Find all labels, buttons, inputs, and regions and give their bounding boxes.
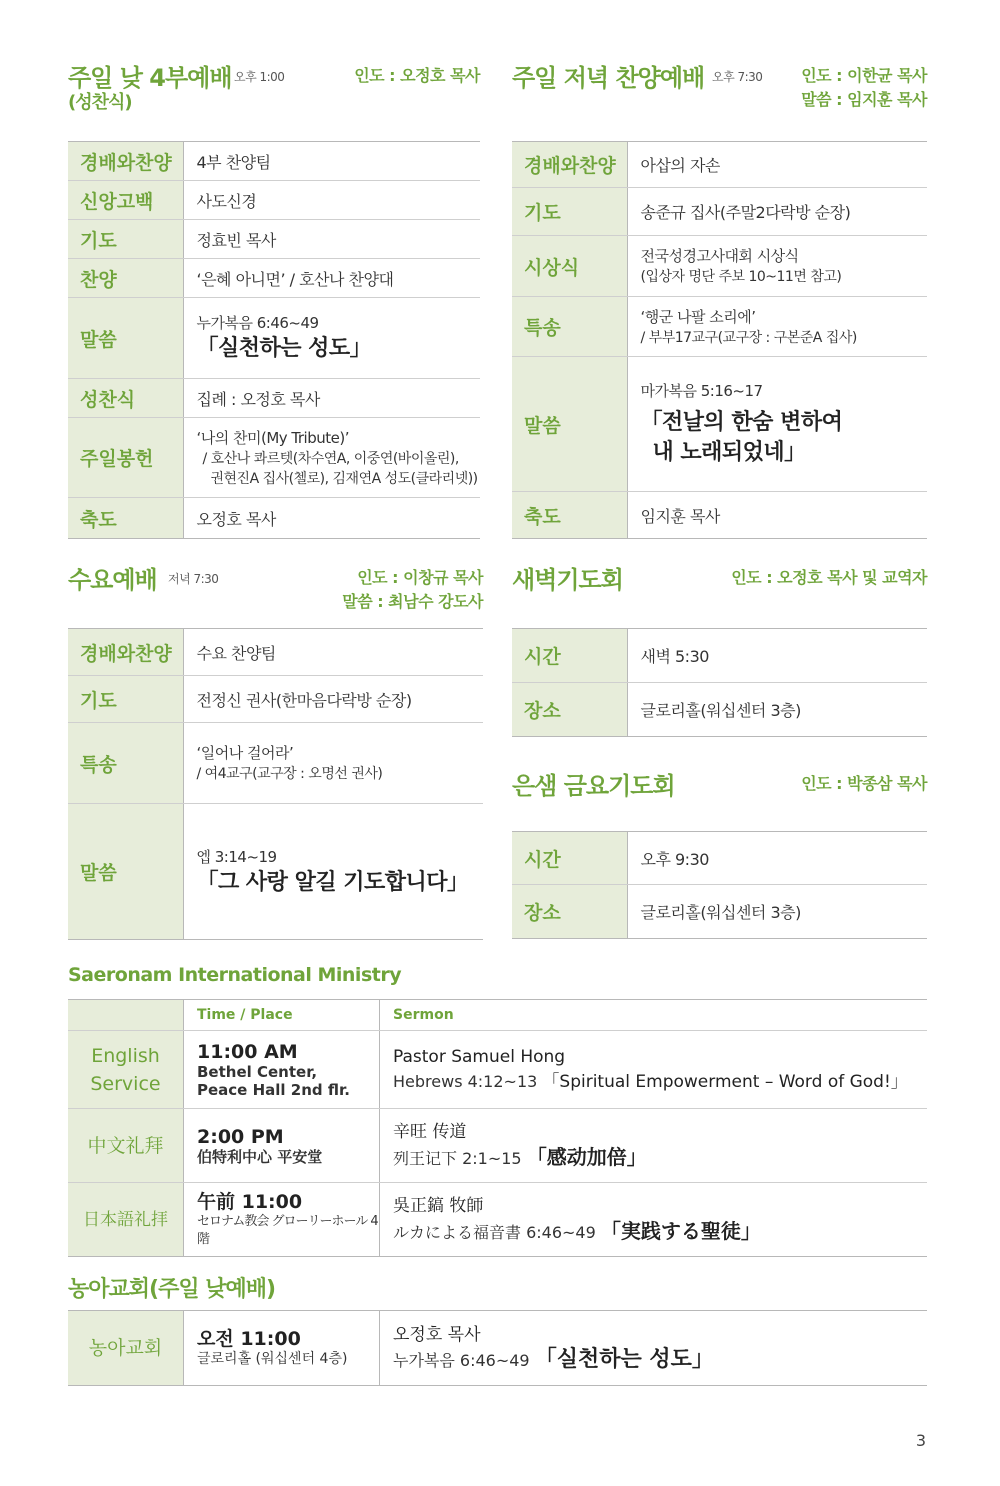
sermon-title-2: 내 노래되었네」 <box>652 440 806 465</box>
row-value: 송준규 집사(주말2다락방 순장) <box>627 188 927 236</box>
row-value: 4부 찬양팀 <box>183 142 480 181</box>
leaders <box>342 566 483 614</box>
table-row <box>68 1183 927 1257</box>
service-time: 오후 1:00 <box>234 70 285 84</box>
row-value <box>183 418 480 498</box>
time-place <box>184 1109 380 1183</box>
row-label: 말씀 <box>68 298 183 379</box>
service-name-text: English Service <box>90 1044 161 1095</box>
row-label: 기도 <box>68 220 183 259</box>
offering-performers-2: 권현진A 집사(첼로), 김재연A 성도(클라리넷)) <box>210 470 478 487</box>
service-place-2: Peace Hall 2nd flr. <box>197 1080 350 1099</box>
table-row <box>512 236 927 297</box>
row-value <box>627 297 927 357</box>
table-row <box>68 1031 927 1109</box>
table-row <box>68 676 483 723</box>
service-time: 오후 7:30 <box>712 70 763 84</box>
row-label: 말씀 <box>512 357 627 492</box>
table-row <box>68 1109 927 1183</box>
table-row <box>68 379 480 418</box>
time-place <box>184 1311 380 1386</box>
international-title: Saeronam International Ministry <box>68 964 402 986</box>
row-value: 오정호 목사 <box>183 498 480 539</box>
preacher: 말씀 : 임지훈 목사 <box>801 90 927 109</box>
row-label: 시간 <box>512 629 627 683</box>
row-label: 신앙고백 <box>68 181 183 220</box>
leaders <box>801 64 927 112</box>
section-title: 새벽기도회 <box>512 566 623 594</box>
service-place: 글로리홀 (워십센터 4층) <box>197 1351 348 1367</box>
deaf-church-title: 농아교회(주일 낮예배) <box>68 1277 276 1302</box>
service-time: 11:00 AM <box>197 1040 298 1063</box>
table-row <box>68 804 483 940</box>
row-label: 장소 <box>512 683 627 737</box>
scripture-ref: ルカによる福音書 6:46~49 <box>393 1222 596 1242</box>
table-row <box>68 259 480 298</box>
preacher: 辛旺 传道 <box>393 1121 467 1142</box>
service-time: 오전 11:00 <box>197 1328 301 1350</box>
preacher: 오정호 목사 <box>393 1324 481 1345</box>
section-title: 수요예배 <box>68 566 157 594</box>
info-table <box>512 628 927 737</box>
service-place: Bethel Center, <box>197 1062 318 1081</box>
table-row <box>68 498 480 539</box>
row-value: 글로리홀(워십센터 3층) <box>627 683 927 737</box>
table-row <box>512 357 927 492</box>
sermon-info <box>380 1031 928 1109</box>
leader: 인도 : 이한균 목사 <box>801 66 927 85</box>
col-time: Time / Place <box>184 1000 380 1031</box>
title-subtitle: (성찬식) <box>68 92 132 113</box>
table-row <box>68 142 480 181</box>
sermon-info <box>380 1109 928 1183</box>
sermon-title: 「실천하는 성도」 <box>196 336 372 361</box>
service-time: 午前 11:00 <box>197 1190 303 1213</box>
row-value: ‘은혜 아니면’ / 호산나 찬양대 <box>183 259 480 298</box>
time-place <box>184 1031 380 1109</box>
row-value: 집례 : 오정호 목사 <box>183 379 480 418</box>
leader: 인도 : 이창규 목사 <box>357 568 483 587</box>
row-value: 글로리홀(워십센터 3층) <box>627 885 927 939</box>
sunday-evening-service <box>512 64 927 540</box>
row-value <box>627 357 927 492</box>
row-label: 축도 <box>68 498 183 539</box>
row-value: 아삽의 자손 <box>627 142 927 188</box>
table-row <box>512 832 927 885</box>
table-row <box>68 418 480 498</box>
table-row <box>68 298 480 379</box>
order-table <box>68 141 480 539</box>
row-label: 경배와찬양 <box>512 142 627 188</box>
page-number: 3 <box>915 1431 926 1450</box>
offering-song: ‘나의 찬미(My Tribute)’ <box>196 428 349 447</box>
international-table <box>68 999 927 1257</box>
scripture-ref: 마가복음 5:16~17 <box>640 382 763 400</box>
sermon-title: 「전날의 한숨 변하여 <box>640 410 843 435</box>
row-value <box>183 723 483 804</box>
sermon-info <box>380 1311 928 1386</box>
row-label: 장소 <box>512 885 627 939</box>
row-value: 전정신 권사(한마음다락방 순장) <box>183 676 483 723</box>
preacher: Pastor Samuel Hong <box>393 1046 566 1067</box>
service-name: 中文礼拜 <box>68 1109 184 1183</box>
row-value: 임지훈 목사 <box>627 492 927 539</box>
row-label: 시상식 <box>512 236 627 297</box>
leader: 인도 : 박종삼 목사 <box>801 774 927 793</box>
sunday-day-service <box>68 64 480 540</box>
row-label: 축도 <box>512 492 627 539</box>
table-row <box>68 1311 927 1386</box>
table-row <box>512 629 927 683</box>
dawn-prayer <box>512 566 927 738</box>
row-label: 기도 <box>68 676 183 723</box>
service-time: 저녁 7:30 <box>168 572 219 586</box>
scripture-ref: Hebrews 4:12~13 <box>393 1071 538 1091</box>
table-row <box>512 683 927 737</box>
table-row <box>68 723 483 804</box>
scripture-ref: 列王记下 2:1~15 <box>393 1148 522 1168</box>
row-label: 성찬식 <box>68 379 183 418</box>
table-row <box>68 220 480 259</box>
table-row <box>512 142 927 188</box>
row-label: 특송 <box>512 297 627 357</box>
service-place: セロナム教会 グローリーホール 4階 <box>197 1213 378 1247</box>
row-label: 기도 <box>512 188 627 236</box>
order-table <box>512 141 927 539</box>
row-label: 경배와찬양 <box>68 629 183 676</box>
section-title: 주일 저녁 찬양예배 <box>512 64 705 92</box>
scripture-ref: 누가복음 6:46~49 <box>196 314 319 332</box>
table-header <box>68 1000 927 1031</box>
time-place <box>184 1183 380 1257</box>
preacher: 吳正鎬 牧師 <box>393 1195 484 1216</box>
sermon-title: 「実践する聖徒」 <box>600 1218 761 1243</box>
table-row <box>512 492 927 539</box>
offering-performers: / 호산나 콰르텟(차수연A, 이중연(바이올린), <box>202 450 459 467</box>
row-value <box>183 804 483 940</box>
service-name <box>68 1031 184 1109</box>
sermon-title: 「Spiritual Empowerment – Word of God!」 <box>542 1071 908 1092</box>
leader: 인도 : 오정호 목사 및 교역자 <box>731 568 927 587</box>
row-value <box>183 298 480 379</box>
service-place: 伯特利中心 平安堂 <box>197 1147 323 1166</box>
special-performers: / 여4교구(교구장 : 오명선 권사) <box>196 766 383 782</box>
service-time: 2:00 PM <box>197 1125 284 1148</box>
leader: 인도 : 오정호 목사 <box>354 66 480 85</box>
info-table <box>512 831 927 939</box>
row-value: 새벽 5:30 <box>627 629 927 683</box>
service-name: 日本語礼拝 <box>68 1183 184 1257</box>
scripture-ref: 누가복음 6:46~49 <box>393 1350 530 1370</box>
deaf-church-table <box>68 1310 927 1386</box>
sermon-info <box>380 1183 928 1257</box>
table-row <box>68 181 480 220</box>
table-row <box>512 188 927 236</box>
special-song: ‘일어나 걸어라’ <box>196 744 294 762</box>
row-value: 오후 9:30 <box>627 832 927 885</box>
row-label: 주일봉헌 <box>68 418 183 498</box>
table-row <box>512 297 927 357</box>
table-row <box>68 629 483 676</box>
sermon-title: 「感动加倍」 <box>526 1144 647 1169</box>
row-value: 사도신경 <box>183 181 480 220</box>
section-title: 은샘 금요기도회 <box>512 772 675 800</box>
row-label: 특송 <box>68 723 183 804</box>
row-label: 경배와찬양 <box>68 142 183 181</box>
col-sermon: Sermon <box>380 1000 928 1031</box>
row-label: 시간 <box>512 832 627 885</box>
special-song: ‘행군 나팔 소리에’ <box>640 307 756 326</box>
row-value: 수요 찬양팀 <box>183 629 483 676</box>
row-value <box>627 236 927 297</box>
order-table <box>68 628 483 940</box>
row-label: 말씀 <box>68 804 183 940</box>
row-label: 찬양 <box>68 259 183 298</box>
preacher: 말씀 : 최남수 강도사 <box>342 592 483 611</box>
award-title: 전국성경고사대회 시상식 <box>640 247 799 265</box>
sermon-title: 「실천하는 성도」 <box>534 1346 714 1372</box>
title-text: 주일 낮 4부예배 <box>68 64 232 92</box>
wednesday-service <box>68 566 483 941</box>
friday-prayer <box>512 772 927 940</box>
header-blank <box>68 1000 184 1031</box>
row-value: 정효빈 목사 <box>183 220 480 259</box>
sermon-title: 「그 사랑 알길 기도합니다」 <box>196 869 469 895</box>
scripture-ref: 엡 3:14~19 <box>196 847 277 866</box>
service-name: 농아교회 <box>68 1311 184 1386</box>
table-row <box>512 885 927 939</box>
award-note: (입상자 명단 주보 10~11면 참고) <box>640 269 842 285</box>
special-performers: / 부부17교구(교구장 : 구본준A 집사) <box>640 329 857 346</box>
